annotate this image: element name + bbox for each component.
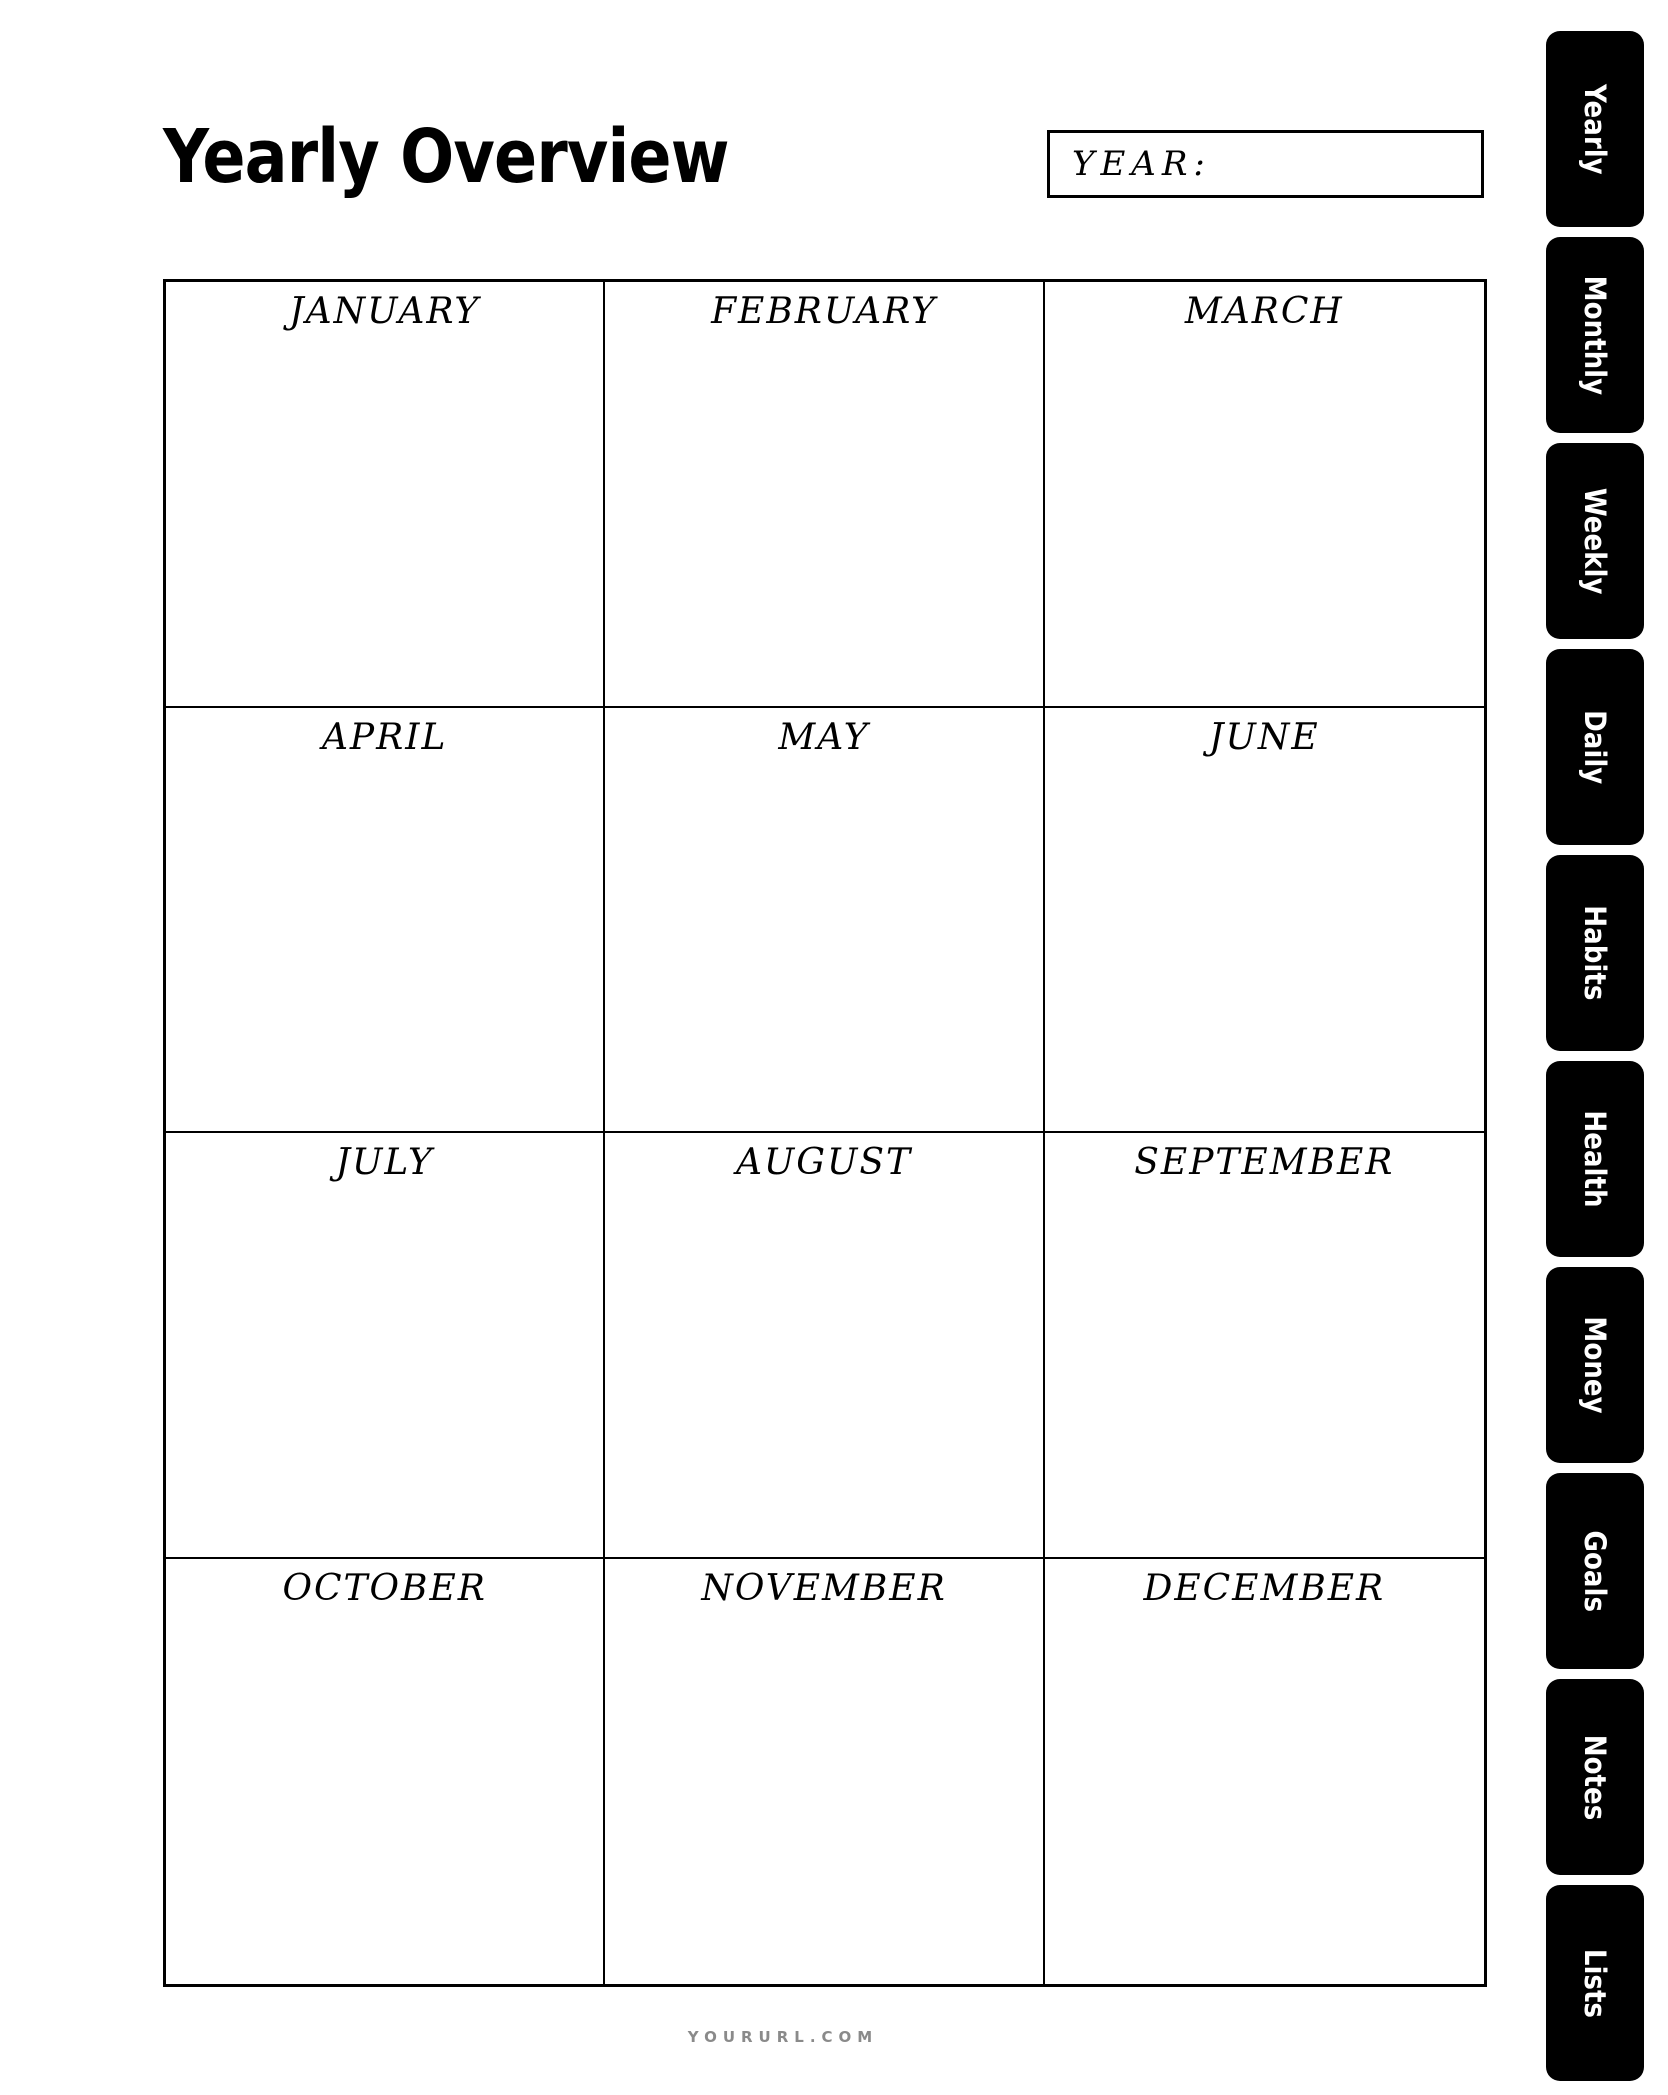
month-label: SEPTEMBER [1134,1142,1395,1183]
month-box-august[interactable] [605,1133,1044,1559]
month-box-may[interactable] [605,708,1044,1134]
month-box-september[interactable] [1045,1133,1484,1559]
footer-url: YOURURL.COM [687,2028,879,2046]
tab-label: Yearly [1578,83,1612,175]
month-label: APRIL [321,716,448,758]
tab-label: Lists [1578,1948,1612,2018]
month-box-june[interactable] [1045,708,1484,1134]
month-box-october[interactable] [166,1559,605,1985]
tab-label: Weekly [1578,487,1612,595]
month-box-march[interactable] [1045,282,1484,708]
tab-label: Goals [1578,1530,1612,1612]
month-box-december[interactable] [1045,1559,1484,1985]
tab-label: Monthly [1578,275,1612,395]
year-label: YEAR: [1072,144,1211,184]
month-label: MARCH [1184,291,1344,332]
month-box-november[interactable] [605,1559,1044,1985]
tab-label: Notes [1578,1734,1612,1820]
month-label: FEBRUARY [711,291,937,332]
month-box-february[interactable] [605,282,1044,708]
tab-label: Habits [1578,905,1612,1001]
tab-lists[interactable] [1546,1885,1644,2081]
month-box-july[interactable] [166,1133,605,1559]
month-label: OCTOBER [282,1567,487,1609]
tab-daily[interactable] [1546,649,1644,845]
year-field[interactable] [1047,130,1484,198]
tab-habits[interactable] [1546,855,1644,1051]
tab-health[interactable] [1546,1061,1644,1257]
month-box-april[interactable] [166,708,605,1134]
month-label: MAY [778,716,870,758]
tab-weekly[interactable] [1546,443,1644,639]
month-box-january[interactable] [166,282,605,708]
month-label: DECEMBER [1143,1567,1386,1609]
month-grid [163,279,1487,1987]
tab-yearly[interactable] [1546,31,1644,227]
month-label: AUGUST [735,1142,913,1183]
month-label: JUNE [1209,716,1320,758]
tab-notes[interactable] [1546,1679,1644,1875]
tab-label: Money [1578,1316,1612,1414]
tab-money[interactable] [1546,1267,1644,1463]
page-title: Yearly Overview [163,114,729,200]
section-tabs [1546,31,1644,2091]
month-label: NOVEMBER [701,1567,947,1609]
tab-goals[interactable] [1546,1473,1644,1669]
month-label: JULY [335,1142,434,1183]
tab-label: Daily [1578,709,1612,785]
tab-monthly[interactable] [1546,237,1644,433]
tab-label: Health [1578,1110,1612,1208]
month-label: JANUARY [289,291,481,332]
